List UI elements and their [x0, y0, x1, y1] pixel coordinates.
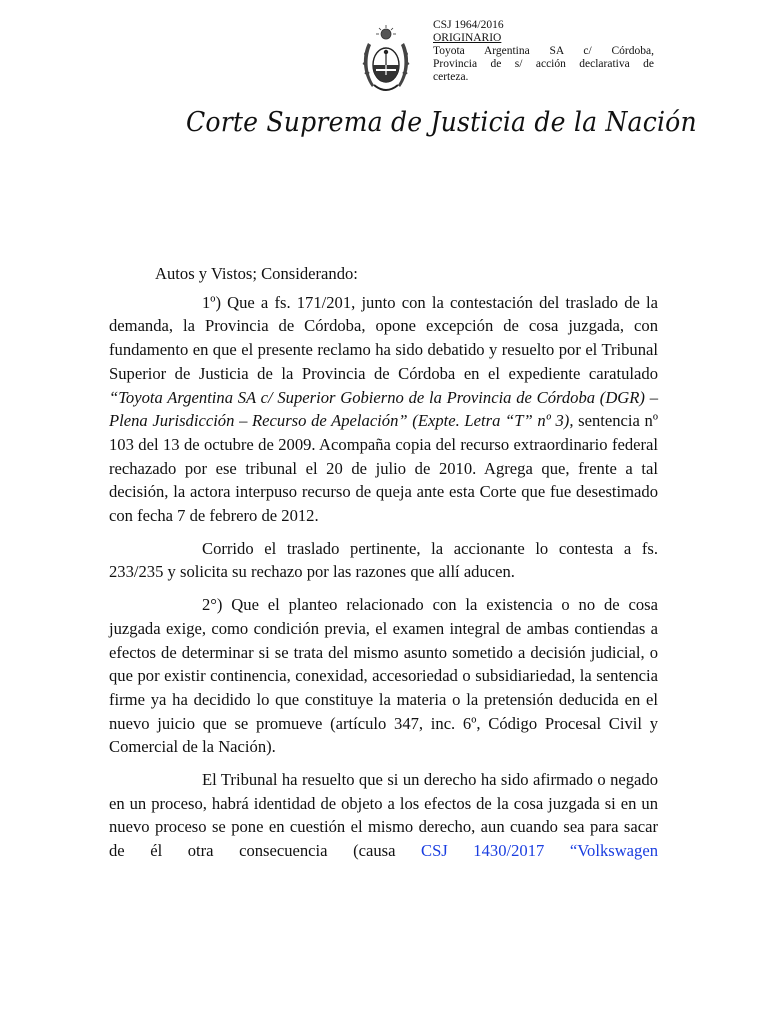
paragraph-1 [109, 291, 658, 528]
paragraph-2: Corrido el traslado pertinente, la accionante lo contesta a fs. 233/235 y solicita su rechazo por las razones que allí aducen. [109, 538, 658, 582]
paragraph-4-text: El Tribunal ha resuelto que si un derecho ha sido afirmado o negado en un proceso, habrá identidad de objeto a los efectos de la cosa juzgada si en un nuevo proceso se pone en cuestión el mismo derecho, aun cuando sea para sacar de él otra consecuencia (causa [109, 770, 658, 861]
case-title-line-1: Toyota Argentina SA c/ Córdoba, [433, 45, 654, 57]
intro-line: Autos y Vistos; Considerando: [155, 264, 358, 283]
court-name: Corte Suprema de Justicia de la Nación [186, 107, 697, 138]
paragraph-4 [109, 768, 658, 863]
case-reference-link[interactable]: CSJ 1430/2017 “Volkswagen [421, 841, 659, 861]
document-body [109, 262, 658, 872]
case-header [433, 19, 654, 84]
case-number: CSJ 1964/2016 [433, 19, 504, 31]
case-title-line-2: Provincia de s/ acción declarativa de [433, 58, 654, 70]
paragraph-3: 2°) Que el planteo relacionado con la existencia o no de cosa juzgada exige, como condición previa, el examen integral de ambas contiendas a efectos de determinar si se trata del mismo asunto sometido a decisión judicial, o que por existir continencia, conexidad, accesoriedad o subsidiariedad, la sentencia firme ya ha decidido lo que constituye la materia o la pretensión deducida en el nuevo juicio que se promueve (artículo 347, inc. 6º, Código Procesal Civil y Comercial de la Nación). [109, 595, 658, 757]
paragraph-1-text-a: 1º) Que a fs. 171/201, junto con la contestación del traslado de la demanda, la Provincia de Córdoba, opone excepción de cosa juzgada, con fundamento en que el presente reclamo ha sido debatido y resuelto por el Tribunal Superior de Justicia de la Provincia de Córdoba en el expediente caratulado [109, 292, 658, 383]
paragraph-1-case-citation: “Toyota Argentina SA c/ Superior Gobierno de la Provincia de Córdoba (DGR) – Plena Jurisdicción – Recurso de Apelación” (Expte. Letra “T” nº 3), [109, 387, 658, 431]
coat-of-arms-icon [360, 25, 412, 99]
case-title-line-3: certeza. [433, 71, 469, 83]
paragraph-1-text-b: sentencia nº 103 del 13 de octubre de 2009. Acompaña copia del recurso extraordinario federal rechazado por ese tribunal el 20 de julio de 2010. Agrega que, frente a tal decisión, la actora interpuso recurso de queja ante esta Corte que fue desestimado con fecha 7 de febrero de 2012. [109, 411, 658, 526]
case-type: ORIGINARIO [433, 32, 502, 44]
